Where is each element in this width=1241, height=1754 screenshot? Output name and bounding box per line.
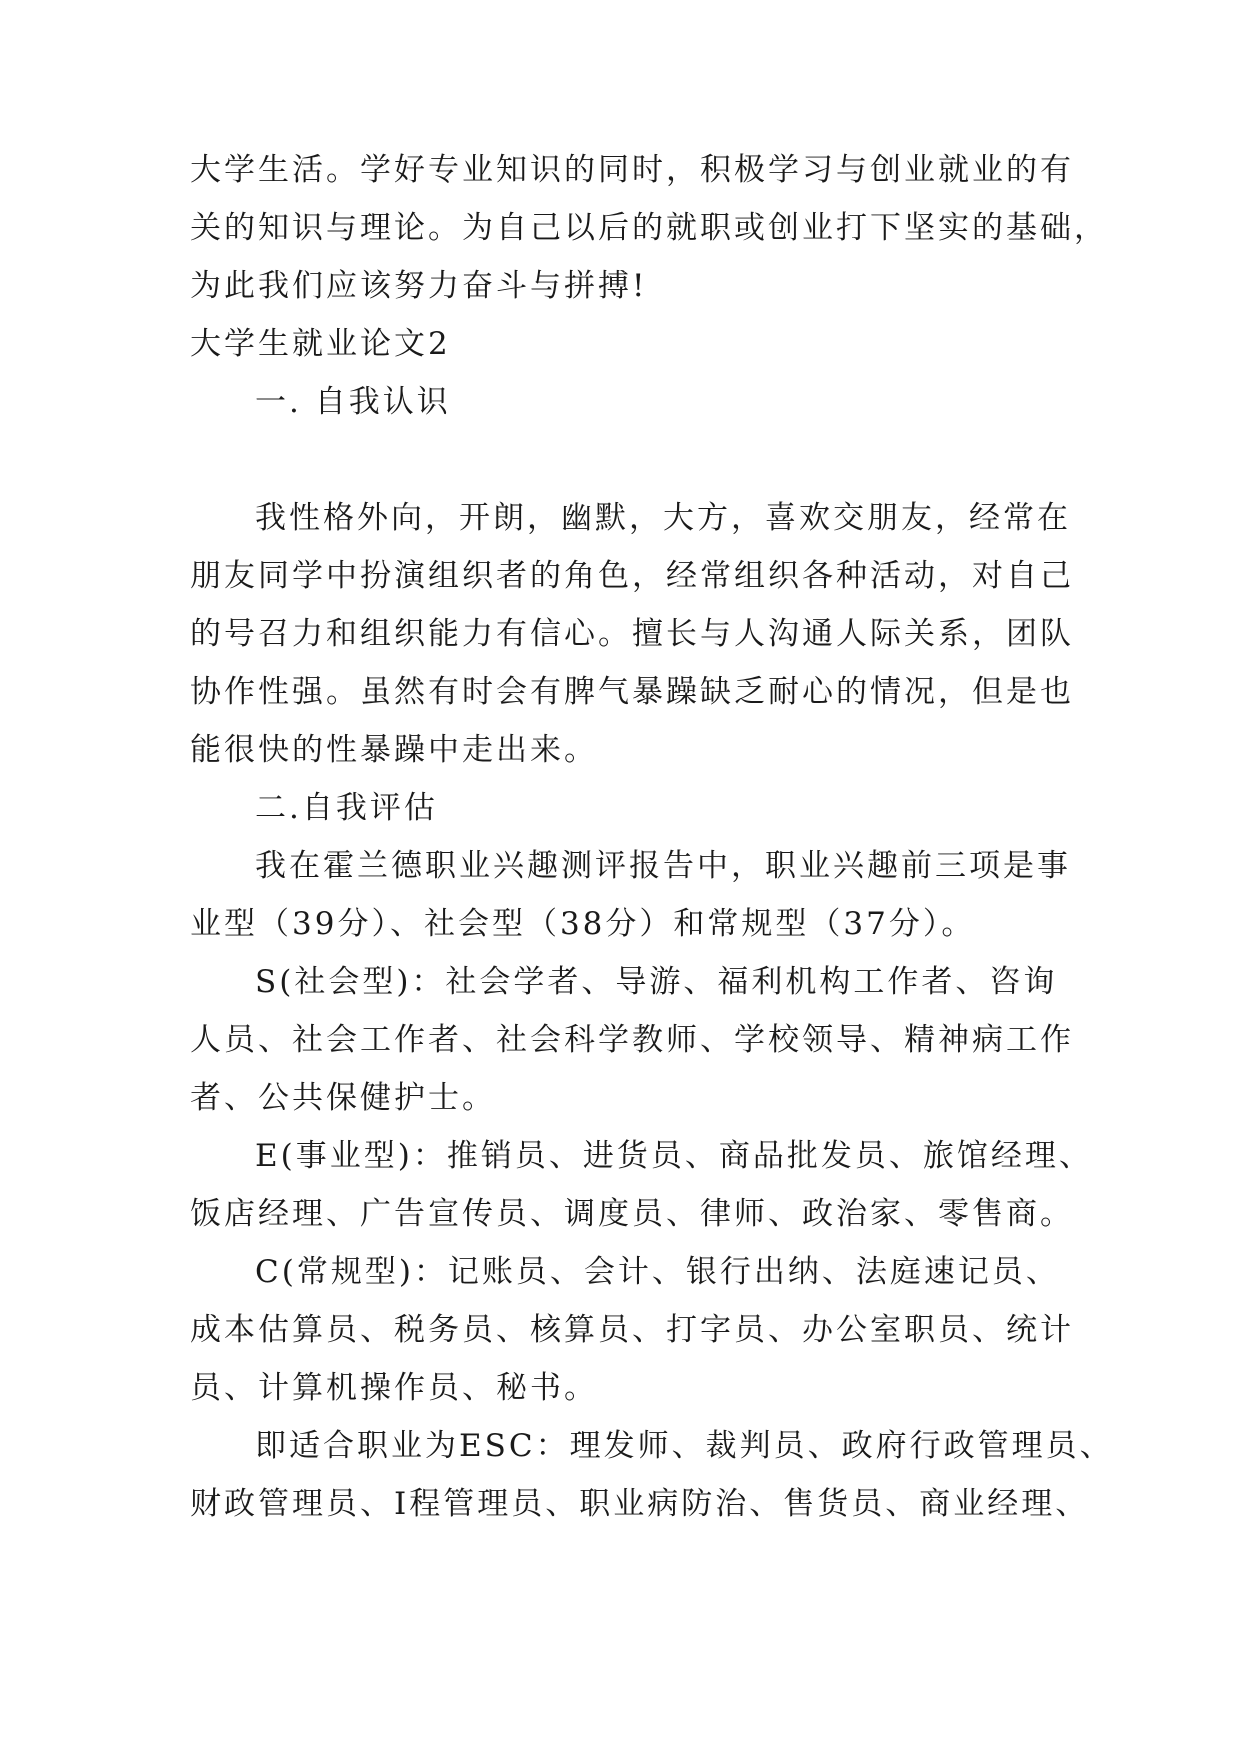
paragraph-line: 财政管理员、I程管理员、职业病防治、售货员、商业经理、 xyxy=(190,1486,1090,1522)
paragraph-line: 大学生活。学好专业知识的同时，积极学习与创业就业的有 xyxy=(190,152,1074,188)
paragraph-line: E(事业型)：推销员、进货员、商品批发员、旅馆经理、 xyxy=(255,1138,1093,1174)
paragraph-line: 的号召力和组织能力有信心。擅长与人沟通人际关系，团队 xyxy=(190,616,1074,652)
paragraph-line: 能很快的性暴躁中走出来。 xyxy=(190,732,598,768)
paragraph-line: S(社会型)：社会学者、导游、福利机构工作者、咨询 xyxy=(255,964,1058,1000)
paragraph-line: 朋友同学中扮演组织者的角色，经常组织各种活动，对自己 xyxy=(190,558,1074,594)
paragraph-line: 协作性强。虽然有时会有脾气暴躁缺乏耐心的情况，但是也 xyxy=(190,674,1074,710)
paragraph-line: 即适合职业为ESC：理发师、裁判员、政府行政管理员、 xyxy=(255,1428,1114,1464)
paragraph-line: 者、公共保健护士。 xyxy=(190,1080,496,1116)
section-heading: 二.自我评估 xyxy=(255,790,438,826)
paragraph-line: 成本估算员、税务员、核算员、打字员、办公室职员、统计 xyxy=(190,1312,1074,1348)
paragraph-line: 人员、社会工作者、社会科学教师、学校领导、精神病工作 xyxy=(190,1022,1074,1058)
paragraph-line: 饭店经理、广告宣传员、调度员、律师、政治家、零售商。 xyxy=(190,1196,1074,1232)
paragraph-line: 关的知识与理论。为自己以后的就职或创业打下坚实的基础， xyxy=(190,210,1108,246)
paragraph-line: 业型（39分）、社会型（38分）和常规型（37分）。 xyxy=(190,906,976,942)
paragraph-line: 我性格外向，开朗，幽默，大方，喜欢交朋友，经常在 xyxy=(255,500,1071,536)
section-title: 大学生就业论文2 xyxy=(190,326,451,362)
paragraph-line: 为此我们应该努力奋斗与拼搏! xyxy=(190,268,648,304)
paragraph-line: 员、计算机操作员、秘书。 xyxy=(190,1370,598,1406)
paragraph-line: 我在霍兰德职业兴趣测评报告中，职业兴趣前三项是事 xyxy=(255,848,1071,884)
section-heading: 一. 自我认识 xyxy=(255,384,451,420)
paragraph-line: C(常规型)：记账员、会计、银行出纳、法庭速记员、 xyxy=(255,1254,1060,1290)
